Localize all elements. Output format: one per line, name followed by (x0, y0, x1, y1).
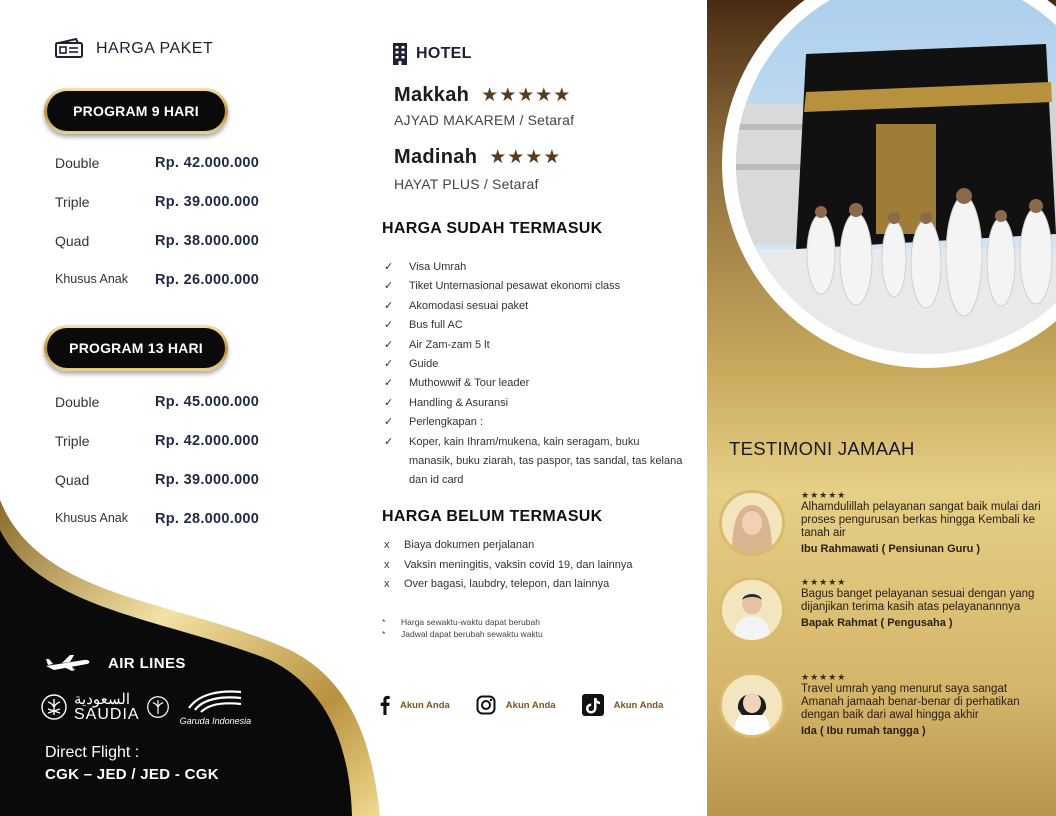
star-rating: ★★★★★ (481, 85, 572, 106)
check-icon: ✓ (384, 377, 394, 390)
testimonial-author: Ida ( Ibu rumah tangga ) (801, 725, 926, 737)
room-price: Rp. 38.000.000 (155, 233, 260, 249)
garuda-text: Garuda Indonesia (179, 716, 252, 726)
note-item: * Harga sewaktu-waktu dapat berubah (382, 617, 540, 627)
testimonial-text: Travel umrah yang menurut saya sangat Amanah jamaah benar-benar di perhatikan dengan baik dari awal hingga akhir (801, 683, 1020, 721)
program-13-badge (44, 325, 228, 371)
included-list (384, 258, 684, 491)
direct-flight-label: Direct Flight : (45, 744, 140, 761)
testimonial-author: Bapak Rahmat ( Pengusaha ) (801, 617, 953, 629)
hotel-name: AJYAD MAKAREM / Setaraf (394, 112, 575, 128)
list-item: ✓ Handling & Asuransi (384, 394, 684, 413)
price-row (55, 472, 315, 488)
price-row (55, 155, 315, 171)
testimonial-text: Alhamdulillah pelayanan sangat baik mulai dari proses pengurusan berkas hingga Kembali ke tanah air (801, 501, 1041, 539)
instagram-link[interactable] (476, 695, 556, 715)
star-rating: ★★★★★ (801, 490, 847, 500)
room-type: Quad (55, 233, 90, 249)
kaaba-illustration (736, 0, 1056, 354)
notes-list (382, 616, 543, 640)
room-price: Rp. 39.000.000 (155, 194, 260, 210)
room-type: Double (55, 155, 100, 171)
cross-icon: x (384, 558, 390, 571)
included-title: HARGA SUDAH TERMASUK (382, 220, 603, 237)
palm-swords-icon (146, 695, 170, 719)
excluded-title: HARGA BELUM TERMASUK (382, 508, 603, 525)
saudia-arabic-text: السعودية (74, 690, 131, 708)
cross-icon: x (384, 578, 390, 590)
pricing-header (54, 38, 213, 60)
check-icon: ✓ (384, 435, 394, 448)
room-type: Double (55, 394, 100, 410)
flight-route: CGK – JED / JED - CGK (45, 766, 219, 783)
avatar (719, 577, 785, 643)
room-price: Rp. 45.000.000 (155, 394, 260, 410)
tiktok-label: Akun Anda (613, 699, 664, 711)
star-rating: ★★★★ (489, 147, 562, 168)
asterisk-icon: * (382, 629, 386, 639)
list-item: ✓ Bus full AC (384, 316, 684, 335)
program-9-badge (44, 88, 228, 134)
list-item: ✓ Tiket Unternasional pesawat ekonomi class (384, 277, 684, 296)
room-price: Rp. 39.000.000 (155, 472, 260, 488)
room-type: Khusus Anak (55, 272, 128, 286)
hotel-name: HAYAT PLUS / Setaraf (394, 176, 539, 192)
room-type: Triple (55, 194, 90, 210)
pricing-panel (0, 0, 380, 816)
program-13-label: PROGRAM 13 HARI (47, 328, 225, 368)
list-item: x Vaksin meningitis, vaksin covid 19, dan lainnya (384, 556, 684, 576)
tiktok-icon (582, 694, 604, 716)
building-icon (392, 42, 408, 66)
price-row (55, 272, 315, 288)
check-icon: ✓ (384, 319, 394, 332)
price-row (55, 394, 315, 410)
tiktok-link[interactable] (582, 694, 664, 716)
list-item: ✓ Guide (384, 355, 684, 374)
star-rating: ★★★★★ (801, 577, 847, 587)
city-name: Makkah (394, 84, 470, 106)
kaaba-photo (722, 0, 1056, 368)
avatar (719, 490, 785, 556)
list-item: ✓ Air Zam-zam 5 lt (384, 336, 684, 355)
airlines-title: AIR LINES (108, 654, 186, 672)
check-icon: ✓ (384, 280, 394, 293)
ticket-icon (54, 38, 84, 60)
airplane-icon (44, 654, 92, 672)
price-row (55, 233, 315, 249)
facebook-label: Akun Anda (400, 699, 450, 711)
facebook-link[interactable] (380, 695, 450, 715)
check-icon: ✓ (384, 358, 394, 371)
testimonial-body (801, 490, 1051, 555)
price-row (55, 433, 315, 449)
garuda-bird-icon (185, 688, 245, 714)
man-avatar-icon (722, 580, 782, 640)
note-item: * Jadwal dapat berubah sewaktu waktu (382, 629, 543, 639)
excluded-list (384, 536, 684, 595)
instagram-icon (476, 695, 496, 715)
check-icon: ✓ (384, 396, 394, 409)
list-item: ✓ Visa Umrah (384, 258, 684, 277)
program-9-label: PROGRAM 9 HARI (47, 91, 225, 131)
saudia-text: SAUDIA (74, 705, 140, 723)
list-item: ✓ Perlengkapan : (384, 413, 684, 432)
check-icon: ✓ (384, 416, 394, 429)
saudia-logo (40, 692, 170, 723)
price-row (55, 194, 315, 210)
woman-hijab-icon (722, 493, 782, 553)
room-price: Rp. 42.000.000 (155, 155, 260, 171)
check-icon: ✓ (384, 299, 394, 312)
list-item: ✓ Muthowwif & Tour leader (384, 374, 684, 393)
check-icon: ✓ (384, 338, 394, 351)
hotel-title: HOTEL (416, 45, 472, 62)
instagram-label: Akun Anda (505, 699, 556, 711)
palm-swords-icon (40, 693, 68, 721)
list-item: x Over bagasi, laubdry, telepon, dan lainnya (384, 575, 684, 595)
cross-icon: x (384, 539, 390, 551)
room-price: Rp. 26.000.000 (155, 272, 260, 288)
pricing-title: HARGA PAKET (96, 40, 214, 57)
city-makkah (394, 84, 571, 107)
star-rating: ★★★★★ (801, 672, 847, 682)
airline-logos (40, 688, 251, 726)
room-type: Triple (55, 433, 90, 449)
list-item: x Biaya dokumen perjalanan (384, 536, 684, 556)
testimonial-body (801, 672, 1051, 737)
testimonial-title: TESTIMONI JAMAAH (729, 438, 915, 459)
testimonial-author: Ibu Rahmawati ( Pensiunan Guru ) (801, 543, 981, 555)
check-icon: ✓ (384, 261, 394, 273)
price-row (55, 511, 315, 527)
room-type: Khusus Anak (55, 511, 128, 525)
room-price: Rp. 28.000.000 (155, 511, 260, 527)
social-links (380, 694, 690, 716)
testimonial-body (801, 577, 1051, 629)
hotel-header (392, 42, 472, 66)
city-madinah (394, 146, 561, 169)
city-name: Madinah (394, 146, 478, 168)
garuda-logo (180, 688, 252, 726)
testimonial-text: Bagus banget pelayanan sesuai dengan yang dijanjikan terima kasih atas pelayanannnya (801, 588, 1035, 613)
airlines-header (44, 654, 186, 672)
details-panel (380, 0, 707, 816)
list-item: ✓ Akomodasi sesuai paket (384, 297, 684, 316)
facebook-icon (380, 695, 390, 715)
room-type: Quad (55, 472, 90, 488)
avatar (719, 672, 785, 738)
list-item: ✓ Koper, kain Ihram/mukena, kain seragam, buku manasik, buku ziarah, tas paspor, tas sandal, tas kelana dan id card (384, 433, 684, 491)
testimonial-panel (707, 0, 1056, 816)
woman-avatar-icon (722, 675, 782, 735)
room-price: Rp. 42.000.000 (155, 433, 260, 449)
asterisk-icon: * (382, 617, 386, 627)
